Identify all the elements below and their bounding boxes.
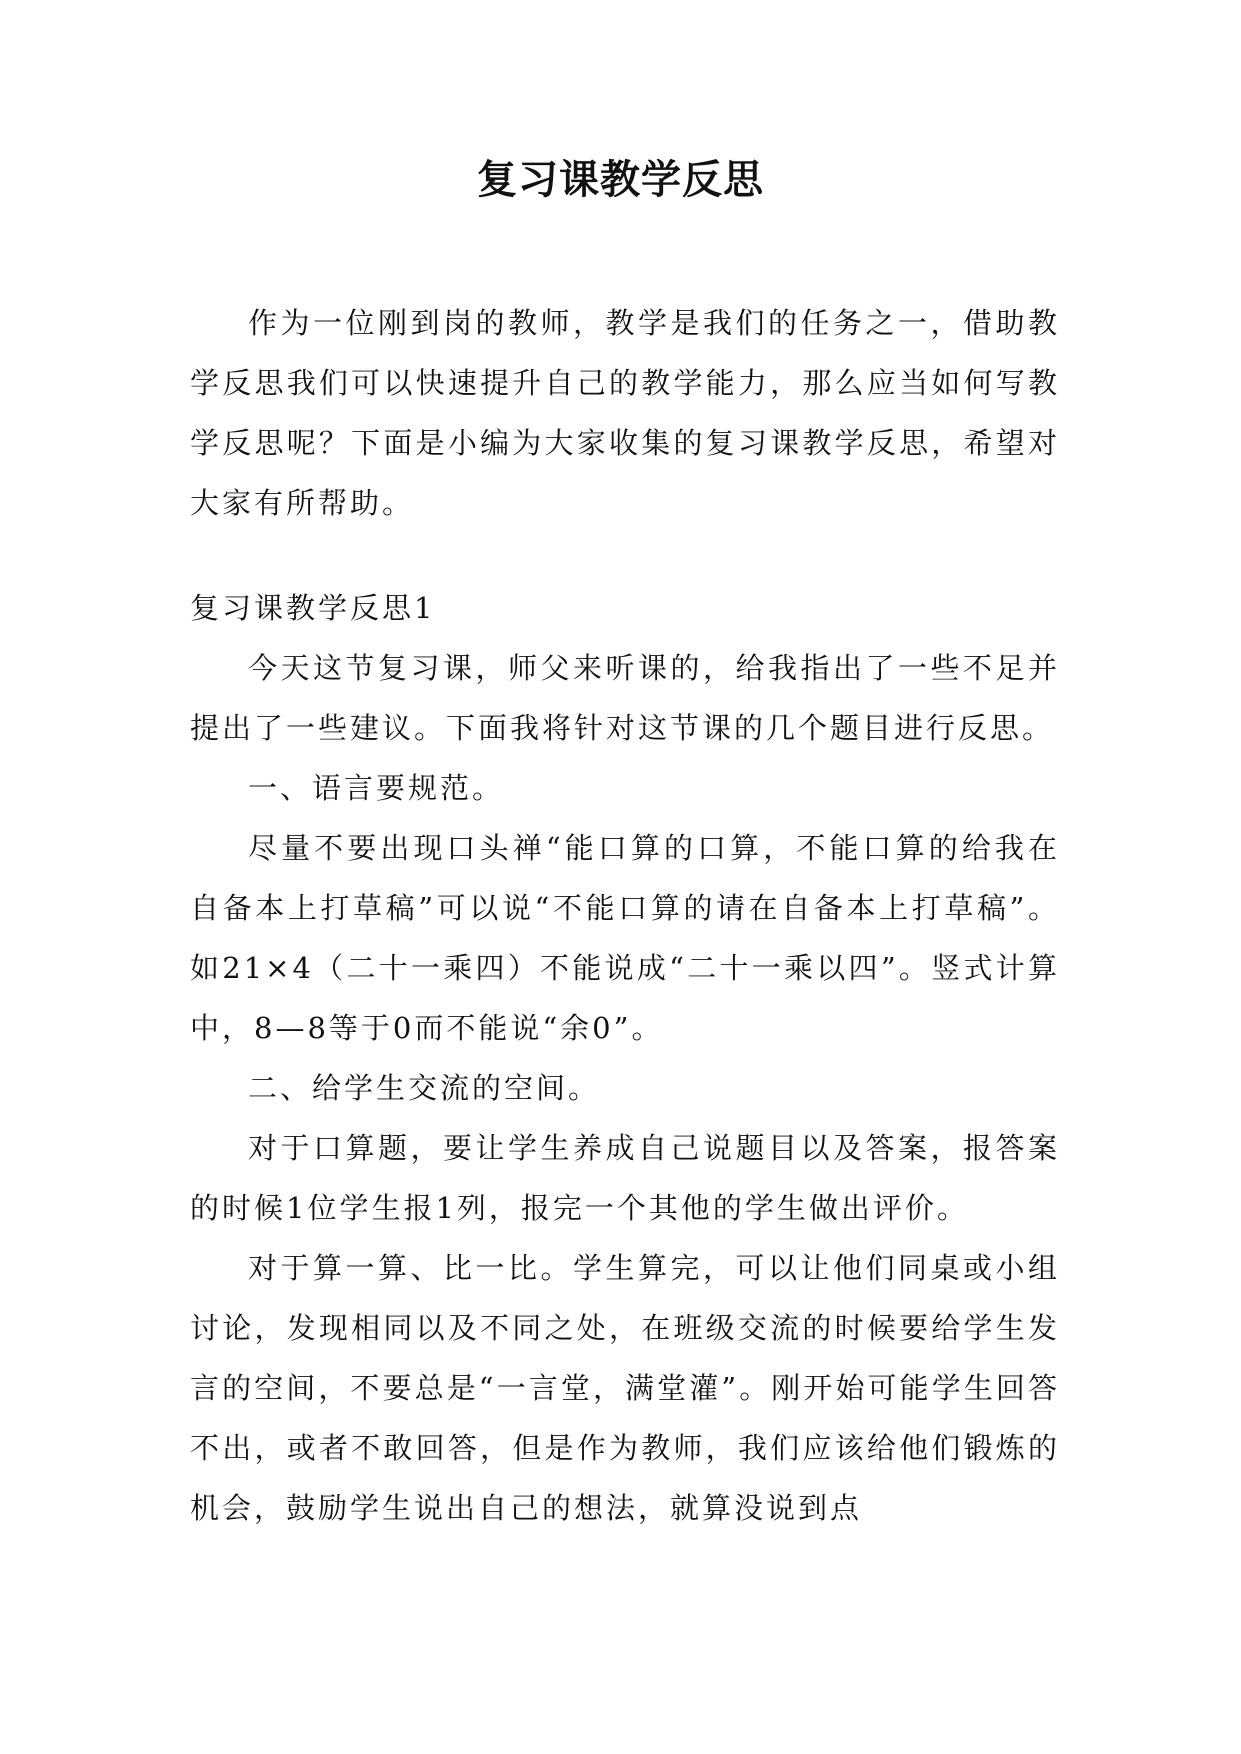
paragraph-oral-calculation: 对于口算题，要让学生养成自己说题目以及答案，报答案的时候1位学生报1列，报完一个其他的学生做出评价。 — [190, 1131, 1060, 1225]
heading-student-exchange: 二、给学生交流的空间。 — [248, 1071, 601, 1105]
heading-language-standard: 一、语言要规范。 — [248, 771, 505, 805]
paragraph-compare-discuss: 对于算一算、比一比。学生算完，可以让他们同桌或小组讨论，发现相同以及不同之处，在班级交流的时候要给学生发言的空间，不要总是“一言堂，满堂灌”。刚开始可能学生回答不出，或者不敢回答，但是作为教师，我们应该给他们锻炼的机会，鼓励学生说出自己的想法，就算没说到点 — [190, 1251, 1060, 1525]
paragraph-feedback: 今天这节复习课，师父来听课的，给我指出了一些不足并提出了一些建议。下面我将针对这节课的几个题目进行反思。 — [190, 651, 1060, 745]
section-title: 复习课教学反思1 — [190, 591, 436, 625]
main-content — [190, 578, 1060, 1538]
intro-paragraph: 作为一位刚到岗的教师，教学是我们的任务之一，借助教学反思我们可以快速提升自己的教学能力，那么应当如何写教学反思呢？下面是小编为大家收集的复习课教学反思，希望对大家有所帮助。 — [190, 306, 1060, 520]
paragraph-language-examples: 尽量不要出现口头禅“能口算的口算，不能口算的给我在自备本上打草稿”可以说“不能口算的请在自备本上打草稿”。如21×4（二十一乘四）不能说成“二十一乘以四”。竖式计算中，8—8等于0而不能说“余0”。 — [190, 831, 1060, 1045]
intro-block — [190, 293, 1060, 533]
document-title: 复习课教学反思 — [477, 157, 764, 203]
